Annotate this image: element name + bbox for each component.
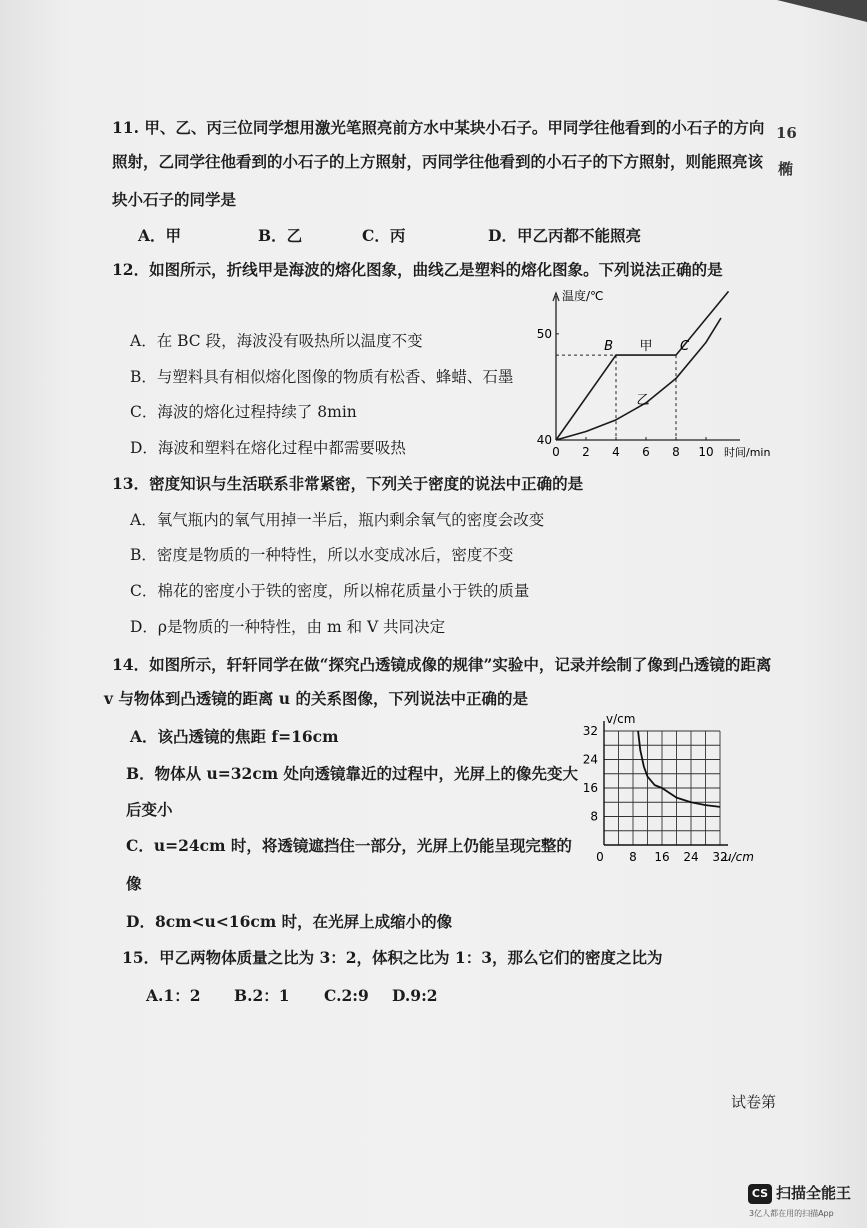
q12-stem: 12．如图所示，折线甲是海波的熔化图象，曲线乙是塑料的熔化图象。下列说法正确的是 bbox=[112, 260, 723, 279]
lens-chart bbox=[570, 705, 770, 865]
point-label-b: B bbox=[604, 339, 613, 355]
x-axis-label: u/cm bbox=[724, 850, 754, 864]
series-jia-line bbox=[556, 291, 729, 440]
q15-option-c: C.2:9 bbox=[324, 986, 369, 1005]
series-yi-curve bbox=[556, 318, 721, 440]
y-tick-label: 50 bbox=[536, 326, 552, 341]
x-tick-label: 24 bbox=[683, 850, 699, 864]
edge-mark-top: 16 bbox=[776, 124, 797, 142]
edge-mark-second: 椭 bbox=[778, 160, 794, 178]
q15-option-d: D.9:2 bbox=[392, 986, 438, 1005]
q14-stem-line1: 14．如图所示，轩轩同学在做“探究凸透镜成像的规律”实验中，记录并绘制了像到凸透镜的距离 bbox=[112, 655, 772, 674]
point-label-c: C bbox=[680, 339, 690, 355]
q11-line1: 11. 甲、乙、丙三位同学想用激光笔照亮前方水中某块小石子。甲同学往他看到的小石子的方向 bbox=[112, 118, 765, 137]
q14-option-c-line1: C．u=24cm 时，将透镜遮挡住一部分，光屏上仍能呈现完整的 bbox=[126, 836, 572, 855]
x-tick-label: 10 bbox=[698, 445, 714, 459]
series-jia-label: 甲 bbox=[639, 339, 653, 355]
y-tick-label: 32 bbox=[582, 724, 598, 738]
x-tick-label: 16 bbox=[654, 850, 670, 864]
q11-option-b: B．乙 bbox=[258, 226, 303, 245]
y-tick-label: 24 bbox=[582, 752, 598, 767]
q13-option-d: D．ρ是物质的一种特性，由 m 和 V 共同决定 bbox=[130, 618, 446, 636]
q12-option-b: B．与塑料具有相似熔化图像的物质有松香、蜂蜡、石墨 bbox=[130, 368, 514, 386]
q15-stem: 15．甲乙两物体质量之比为 3：2，体积之比为 1：3，那么它们的密度之比为 bbox=[122, 948, 663, 967]
q13-stem: 13．密度知识与生活联系非常紧密，下列关于密度的说法中正确的是 bbox=[112, 474, 584, 493]
y-axis-label: v/cm bbox=[606, 712, 636, 726]
scanner-watermark bbox=[746, 1180, 866, 1224]
x-tick-label: 6 bbox=[642, 445, 650, 459]
q11-line3: 块小石子的同学是 bbox=[112, 190, 237, 209]
q14-option-b-line2: 后变小 bbox=[126, 800, 173, 819]
x-tick-label: 0 bbox=[552, 445, 560, 459]
q11-option-a: A．甲 bbox=[138, 226, 182, 245]
q12-option-d: D．海波和塑料在熔化过程中都需要吸热 bbox=[130, 439, 406, 457]
q12-option-c: C．海波的熔化过程持续了 8min bbox=[130, 403, 357, 421]
scan-corner-shadow bbox=[777, 0, 867, 22]
melting-chart bbox=[520, 280, 770, 470]
y-tick-label: 16 bbox=[582, 781, 598, 795]
x-tick-label: 8 bbox=[672, 445, 680, 459]
q14-option-b-line1: B．物体从 u=32cm 处向透镜靠近的过程中，光屏上的像先变大 bbox=[126, 764, 579, 783]
q13-option-b: B．密度是物质的一种特性，所以水变成冰后，密度不变 bbox=[130, 546, 514, 564]
q14-option-a: A．该凸透镜的焦距 f=16cm bbox=[130, 727, 339, 746]
y-axis-label: 温度/℃ bbox=[562, 289, 604, 303]
x-tick-label: 32 bbox=[712, 850, 728, 864]
x-axis-label: 时间/min bbox=[724, 446, 771, 459]
scanner-tagline: 3亿人都在用的扫描App bbox=[749, 1209, 834, 1218]
q11-option-d: D．甲乙丙都不能照亮 bbox=[488, 226, 641, 245]
page-footer-label: 试卷第 bbox=[731, 1093, 777, 1111]
q11-line2: 照射，乙同学往他看到的小石子的上方照射，丙同学往他看到的小石子的下方照射，则能照亮该 bbox=[112, 152, 764, 171]
q12-option-a: A．在 BC 段，海波没有吸热所以温度不变 bbox=[130, 332, 423, 350]
x-tick-label: 8 bbox=[629, 850, 637, 864]
q14-option-d: D．8cm<u<16cm 时，在光屏上成缩小的像 bbox=[126, 912, 453, 931]
q14-option-c-line2: 像 bbox=[126, 874, 142, 893]
q13-option-a: A．氧气瓶内的氧气用掉一半后，瓶内剩余氧气的密度会改变 bbox=[130, 511, 545, 529]
q13-option-c: C．棉花的密度小于铁的密度，所以棉花质量小于铁的质量 bbox=[130, 582, 530, 600]
q15-option-a: A.1：2 bbox=[146, 986, 201, 1005]
q15-option-b: B.2：1 bbox=[234, 986, 290, 1005]
y-tick-label: 40 bbox=[536, 433, 552, 447]
scanner-app-name: 扫描全能王 bbox=[776, 1184, 852, 1202]
y-tick-label: 8 bbox=[590, 809, 598, 824]
series-yi-label: 乙 bbox=[636, 392, 650, 408]
x-tick-label: 0 bbox=[596, 850, 604, 864]
x-tick-label: 4 bbox=[612, 445, 620, 459]
series-vu-curve bbox=[638, 731, 720, 807]
x-tick-label: 2 bbox=[582, 445, 590, 459]
q14-stem-line2: v 与物体到凸透镜的距离 u 的关系图像，下列说法中正确的是 bbox=[104, 689, 528, 708]
q11-option-c: C．丙 bbox=[362, 226, 406, 245]
scanner-logo-icon: CS bbox=[748, 1184, 772, 1204]
